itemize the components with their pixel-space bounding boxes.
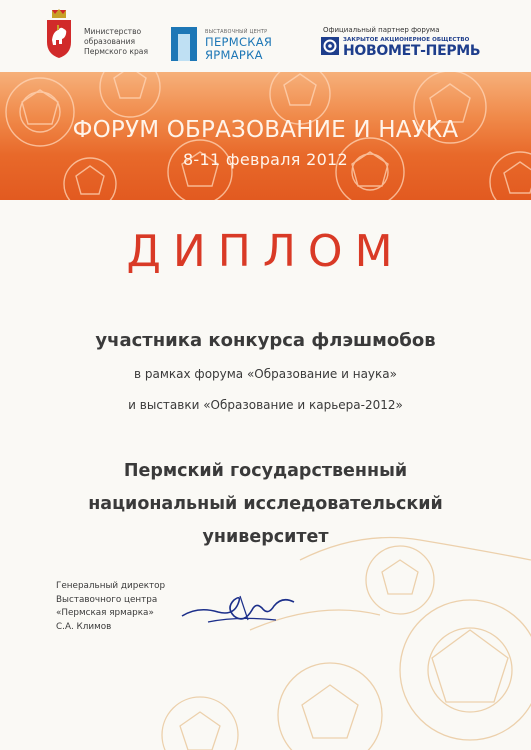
partner-company-type: ЗАКРЫТОЕ АКЦИОНЕРНОЕ ОБЩЕСТВО xyxy=(343,37,470,43)
recipient-line-3: университет xyxy=(202,527,329,547)
forum-dates: 8-11 февраля 2012 xyxy=(182,150,349,169)
award-line-participant: участника конкурса флэшмобов xyxy=(95,330,436,351)
signer-block xyxy=(56,580,165,634)
recipient-line-2: национальный исследовательский xyxy=(88,494,443,514)
fair-name xyxy=(205,36,272,62)
handwritten-signature-icon xyxy=(178,586,298,634)
recipient-line-1: Пермский государственный xyxy=(123,461,408,481)
header-logos xyxy=(0,0,531,72)
fair-name-line-1: ПЕРМСКАЯ xyxy=(205,35,273,49)
signer-organization: Выставочного центра xyxy=(56,594,158,605)
signer-position: Генеральный директор xyxy=(56,581,166,591)
fair-name-line-2: ЯРМАРКА xyxy=(205,48,263,62)
forum-title: ФОРУМ ОБРАЗОВАНИЕ И НАУКА xyxy=(72,117,459,143)
forum-banner xyxy=(0,72,531,200)
award-line-exhibition: и выставки «Образование и карьера-2012» xyxy=(128,398,403,412)
novomet-logo-icon xyxy=(321,37,339,55)
ministry-line-1: Министерство xyxy=(84,27,142,36)
perm-crest-icon xyxy=(44,8,74,60)
signer-name: С.А. Климов xyxy=(56,621,112,632)
fair-logo-icon xyxy=(171,27,197,61)
award-line-forum: в рамках форума «Образование и наука» xyxy=(134,367,397,381)
ministry-line-2: образования xyxy=(84,37,136,46)
bottom-molecule-pattern xyxy=(0,520,531,750)
fair-caption: ВЫСТАВОЧНЫЙ ЦЕНТР xyxy=(205,29,268,35)
diploma-heading: ДИПЛОМ xyxy=(126,226,405,277)
ministry-line-3: Пермского края xyxy=(84,47,149,56)
partner-name: НОВОМЕТ-ПЕРМЬ xyxy=(343,43,481,59)
partner-caption: Официальный партнер форума xyxy=(323,26,440,34)
signer-organization-name: «Пермская ярмарка» xyxy=(56,608,154,618)
ministry-name xyxy=(84,27,148,57)
